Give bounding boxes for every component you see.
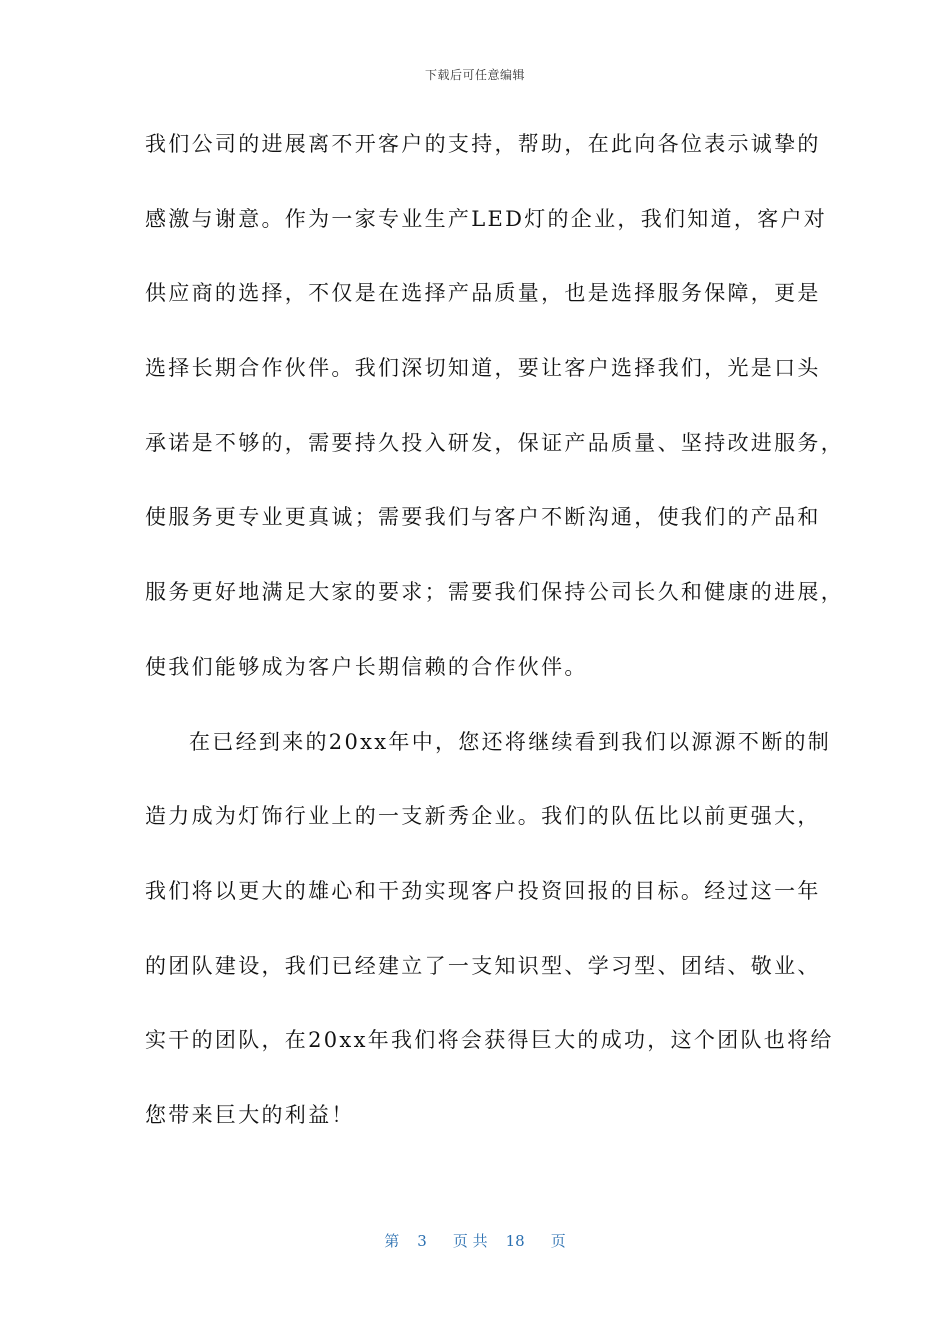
body-line: 实干的团队，在20xx年我们将会获得巨大的成功，这个团队也将给 [145,1028,834,1053]
document-body [145,128,844,1174]
body-line: 感激与谢意。作为一家专业生产LED灯的企业，我们知道，客户对 [145,206,828,231]
body-line: 使服务更专业更真诚；需要我们与客户不断沟通，使我们的产品和 [145,505,821,530]
body-line: 您带来巨大的利益！ [145,1102,355,1127]
page-footer [0,1230,950,1251]
page-header-note: 下载后可任意编辑 [424,68,525,82]
body-line: 造力成为灯饰行业上的一支新秀企业。我们的队伍比以前更强大， [145,804,821,829]
body-line: 服务更好地满足大家的要求；需要我们保持公司长久和健康的进展， [145,580,844,605]
footer-current-page: 3 [417,1232,427,1250]
body-line: 我们公司的进展离不开客户的支持，帮助，在此向各位表示诚挚的 [145,132,821,156]
body-line-paragraph-start: 在已经到来的20xx年中，您还将继续看到我们以源源不断的制 [189,729,832,754]
footer-total-pages: 18 [505,1232,525,1250]
footer-di: 第 [384,1232,400,1250]
body-line: 供应商的选择，不仅是在选择产品质量，也是选择服务保障，更是 [145,281,821,306]
body-line: 的团队建设，我们已经建立了一支知识型、学习型、团结、敬业、 [145,953,821,978]
body-line: 使我们能够成为客户长期信赖的合作伙伴。 [145,654,588,679]
body-line: 承诺是不够的，需要持久投入研发，保证产品质量、坚持改进服务， [145,430,844,455]
footer-ye: 页 [550,1232,566,1250]
body-line: 选择长期合作伙伴。我们深切知道，要让客户选择我们，光是口头 [145,356,821,381]
body-line: 我们将以更大的雄心和干劲实现客户投资回报的目标。经过这一年 [145,878,821,903]
footer-ye-gong: 页 共 [452,1232,488,1250]
